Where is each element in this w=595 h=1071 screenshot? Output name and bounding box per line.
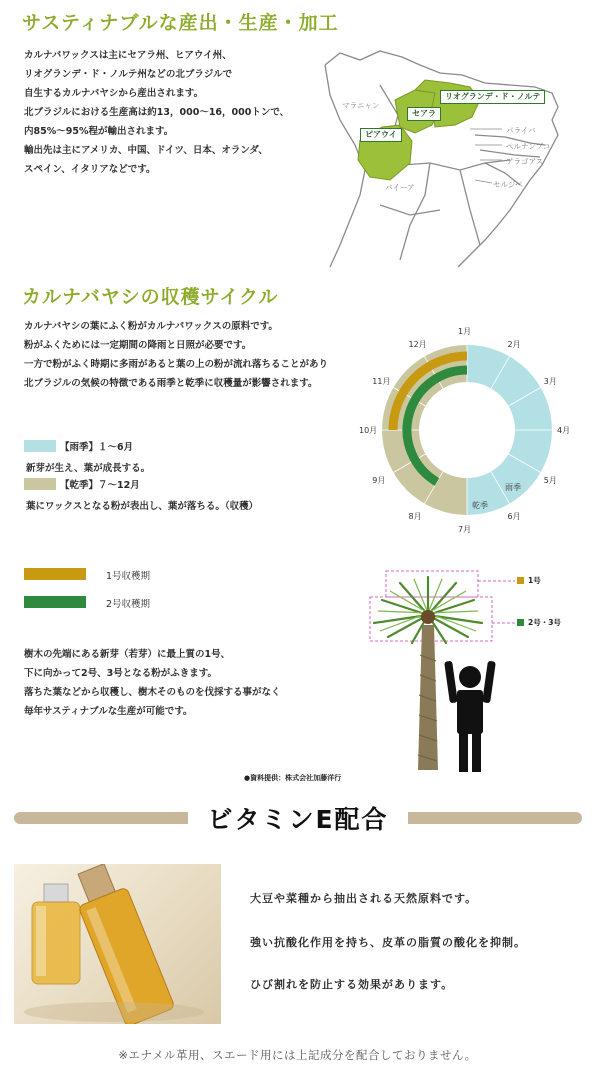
section2-line: 粉がふくためには一定期間の降雨と日照が必要です。: [24, 340, 252, 351]
dry-desc: 葉にワックスとなる粉が表出し、葉が落ちる。（収穫）: [26, 501, 259, 512]
section1-line: カルナバワックスは主にセアラ州、ヒアウイ州、: [24, 50, 232, 61]
rain-season-label: 雨季: [505, 483, 521, 492]
section1-line: 内85%〜95%程が輸出されます。: [24, 126, 174, 137]
tree-label-1: 1号: [528, 576, 541, 585]
harvest1-label: 1号収穫期: [106, 571, 151, 582]
vitamin-line: 大豆や菜種から抽出される天然原料です。: [250, 892, 478, 905]
dry-label: 【乾季】７〜12月: [60, 480, 140, 491]
map-box-rio: リオグランデ・ド・ノルテ: [440, 90, 545, 104]
credit-text: ●資料提供：株式会社加藤洋行: [244, 774, 342, 782]
month-label: 7月: [458, 525, 472, 534]
section3-line: 落ちた葉などから収穫し、樹木そのものを伐採する事がなく: [24, 687, 281, 698]
dry-swatch: [24, 478, 56, 490]
section3-line: 樹木の先端にある新芽（若芽）に最上質の1号、: [24, 649, 231, 660]
section3-line: 毎年サスティナブルな生産が可能です。: [24, 706, 193, 717]
palm-illustration: [360, 565, 590, 775]
section2-line: 北ブラジルの気候の特徴である雨季と乾季に収穫量が影響されます。: [24, 378, 318, 389]
section1-text: [24, 46, 289, 179]
vitamin-line: 強い抗酸化作用を持ち、皮革の脂質の酸化を抑制。: [250, 936, 526, 949]
month-label: 10月: [359, 426, 378, 435]
rain-swatch: [24, 440, 56, 452]
map-label-bahia: バイーア: [385, 183, 415, 192]
north-brazil-map: [320, 45, 580, 270]
section1-line: 輸出先は主にアメリカ、中国、ドイツ、日本、オランダ、: [24, 145, 268, 156]
map-label-pernambuco: ペルナンブコ: [506, 142, 551, 151]
harvest2-label: 2号収穫期: [106, 599, 151, 610]
section1-title: サスティナブルな産出・生産・加工: [22, 12, 339, 34]
section1-line: 北ブラジルにおける生産高は約13，000〜16，000トンで、: [24, 107, 290, 118]
harvest-cycle-chart: [350, 327, 585, 545]
harvest1-swatch: [24, 568, 86, 580]
rain-label: 【雨季】１〜6月: [60, 442, 134, 453]
harvest2-swatch: [24, 596, 86, 608]
section1-line: 自生するカルナバヤシから産出されます。: [24, 88, 204, 99]
month-label: 12月: [408, 340, 427, 350]
month-label: 8月: [408, 511, 422, 521]
map-box-ceara: セアラ: [407, 107, 441, 121]
month-label: 11月: [372, 376, 391, 386]
map-box-piaui: ピアウイ: [360, 128, 402, 142]
section1-line: スペイン、イタリアなどです。: [24, 164, 156, 175]
tree-swatch-1: [517, 577, 524, 584]
oil-bottles-image: [14, 864, 221, 1024]
month-label: 3月: [543, 376, 557, 386]
section2-line: カルナバヤシの葉にふく粉がカルナバワックスの原料です。: [24, 321, 278, 332]
month-label: 4月: [557, 426, 571, 435]
dry-season-label: 乾季: [472, 501, 488, 510]
section2-text: [24, 317, 328, 393]
map-label-maranhao: マラニャン: [342, 101, 380, 110]
footnote: ※エナメル革用、スエード用には上記成分を配合しておりません。: [118, 1048, 477, 1062]
cycle-svg: [350, 330, 585, 545]
section3-text: [24, 645, 281, 721]
palm-tree-icon: [360, 565, 590, 775]
rain-desc: 新芽が生え、葉が成長する。: [26, 463, 151, 474]
section1-line: リオグランデ・ド・ノルテ州などの北ブラジルで: [24, 69, 233, 80]
month-label: 5月: [543, 475, 557, 485]
month-label: 2月: [507, 340, 521, 350]
tree-label-23: 2号・3号: [528, 618, 561, 627]
vitamin-line: ひび割れを防止する効果があります。: [250, 978, 454, 991]
month-label: 1月: [458, 327, 472, 336]
section3-line: 下に向かって2号、3号となる粉がふきます。: [24, 668, 217, 679]
section2-title: カルナバヤシの収穫サイクル: [22, 286, 279, 308]
oil-bottle-icon: [14, 864, 221, 1024]
section2-line: 一方で粉がふく時期に多雨があると葉の上の粉が流れ落ちることがあり: [24, 359, 329, 370]
vitamin-title: ビタミンE配合: [207, 805, 389, 834]
month-label: 9月: [372, 475, 386, 485]
map-label-paraiba: パライバ: [506, 126, 536, 135]
map-label-alagoas: アラゴアス: [506, 157, 544, 166]
map-label-sergipe: セルジペ: [493, 180, 523, 189]
tree-swatch-23: [517, 619, 524, 626]
month-label: 6月: [507, 511, 521, 521]
